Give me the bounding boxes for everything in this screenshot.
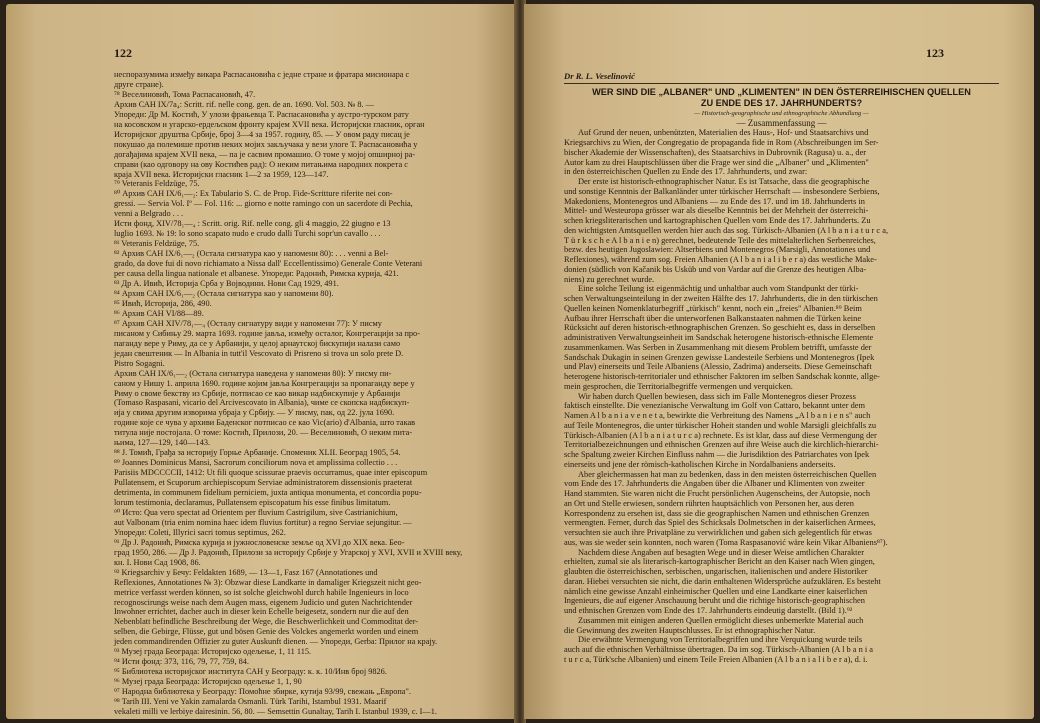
text-line: краја XVII века. Историјски гласник 1—2 за 1959, 123—147. xyxy=(114,169,329,179)
text-line: град 1950, 286. — Др Ј. Радонић, Прилози за историју Србије у Угарској у XVI, XVII и XVIII веку, xyxy=(114,547,463,557)
left-page xyxy=(6,4,516,719)
text-line: die Gewinnung des zweiten Hauptschlusses. Er ist ethnographischer Natur. xyxy=(564,625,816,635)
text-line: den wichtigsten Amtsquellen werden hier auch das sog. Türkisch-Albanien (A l b a n i a t u r c a, xyxy=(564,225,889,235)
text-line: ⁹⁴ Исти фонд: 373, 116, 79, 77, 759, 84. xyxy=(114,657,249,667)
text-line: Pullatensem, et Scuporum archiepiscopum Serviae administratorem dissensionis praeterat xyxy=(114,478,413,488)
text-line: године које се чува у архиви Баденског потписао се као Vic(ario) d'Albania, што такав xyxy=(114,418,416,428)
text-line: sche Spaltung zweier Kirchen Einfluss nahm — die Jurisdiktion des Patriarchates von Ipek xyxy=(564,450,870,459)
text-line: Rücksicht auf deren historisch-ethnographischen Grenzen. So geschieht es, dass in derselben xyxy=(564,323,876,333)
text-line: mein gesprochen, die Territorialbegriffe vermengen und verquicken. xyxy=(564,381,793,391)
text-line: vom Ende des 17. Jahrhunderts die Angaben über die Albaner und Klimenten von zweiter xyxy=(564,479,865,489)
text-line: Eine solche Teilung ist eigenmächtig und unhaltbar auch vom Standpunkt der türki- xyxy=(578,284,859,294)
text-line: vekaleti milli ve lerbiye dairesinin. 56, 80. — Semsettin Gunaltay, Tarih I. Istanbul 1939, c. I—1. xyxy=(114,707,437,716)
text-line: ⁸⁴ Архив САН IX/6₁—₂ (Остала сигнатура као у напомени 80). xyxy=(114,288,334,298)
text-line: gressi. — Servia Vol. Iº — Fol. 116: ... giorno e notte ramingo con un sacerdote di Pechia, xyxy=(114,199,413,209)
text-line: Ingenieurs, die auf eigener Anschauung beruht und die richtige historisch-geographischen xyxy=(564,596,865,606)
text-line: glaubten die österreichischen, serbischen, ungarischen, italienischen und andere Historiker xyxy=(564,567,868,576)
text-line: auch auf die ethnischen Verhältnisse übertragen. Da im sog. Türkisch-Albanien (A l b a n i a xyxy=(564,645,874,654)
text-line: ⁷⁸ Веселиновић, Тома Распасановић, 47. xyxy=(114,89,256,99)
text-line: heterogene historisch-territorialer und ethnischer Faktoren im selben Sandschak konnte, allge- xyxy=(564,372,880,381)
text-line: Упореди: Др М. Костић, У улози фрањевца Т. Распасановића у аустро-турском рату xyxy=(114,109,409,119)
text-line: in den österreichischen Quellen zu Ende des 17. Jahrhunderts, und zwar: xyxy=(564,167,808,177)
text-line: Pistro Sogagni. xyxy=(114,358,165,368)
text-line: ⁸⁹ Joannes Dominicus Mansi, Sacrorum conciliorum nova et amplissima collectio . . . xyxy=(114,458,398,468)
text-line: ⁹⁶ Музеј града Београда: Историјско одељење 1, 1, 90 xyxy=(114,677,302,687)
text-line: ⁹³ Музеј града Београда: Историјско одељење, 1, 11 115. xyxy=(114,647,312,657)
text-line: faktisch einstellte. Die venezianische Verwaltung im Golf von Cattaro, bekannt unter dem xyxy=(564,401,866,411)
text-line: друге стране). xyxy=(114,79,164,89)
text-line: Упореди: Coleti, Illyrici sacri tomus septimus, 262. xyxy=(114,527,286,537)
footnotes-block xyxy=(114,70,504,717)
text-line: неспоразумима између викара Распасановића с једне стране и фратара мисионара с xyxy=(114,70,410,79)
text-line: erhielten, zumal sie als literarisch-kartographischer Bericht an den Kaiser nach Wien gingen, xyxy=(564,557,875,567)
title-line: WER SIND DIE „ALBANER" UND „KLIMENTEN" IN DEN ÖSTERREIHISCHEN QUELLEN xyxy=(592,86,971,97)
paragraph xyxy=(564,177,999,284)
text-line: на косовском и угарско-ердељском фронту крајем XVII века. Историјски гласник, орган xyxy=(114,119,425,129)
text-line: ⁸³ Др А. Ивић, Историја Срба у Војводини. Нови Сад 1929, 491. xyxy=(114,279,339,289)
text-line: schen kriegsliterarischen und kartographischen Quellen vom Ende des 17. Jahrhunderts. Zu xyxy=(564,216,871,225)
text-line: ⁹¹ Др J. Радонић, Римска курија и јужнословенске земље од XVI до XIX века. Бео- xyxy=(114,537,405,547)
text-line: (Tomaso Raspasani, vicario del Arcivescovato in Albania), чиме се скопска надбискуп- xyxy=(114,398,410,408)
text-line: справи (као одговору на ову Костићев рад): О неким питањима народних покрета с xyxy=(114,159,408,169)
text-line: donien (südlich von Kačanik bis Usküb und von Vardar auf die Grenze des heutigen Alba- xyxy=(564,264,867,274)
text-line: писаном у Сибињу 29. марта 1693. године јавља, између осталог, Конгрегацији за про- xyxy=(114,328,420,338)
paragraph xyxy=(564,635,999,664)
text-line: auf Teile Montenegros, die unter türkischer Hoheit standen und wohle Marsigli gleichfalls zu xyxy=(564,420,877,430)
text-line: ⁸¹ Veteranis Feldzüge, 75. xyxy=(114,239,200,249)
article-subtitle: — Historisch-geographische und ethnographische Abhandlung — xyxy=(694,109,869,117)
text-line: selben, die Gebirge, Flüsse, gut und bösen Genie des Volckes angemerkt worden und einem xyxy=(114,627,419,637)
paragraphs xyxy=(564,128,999,664)
header-rule xyxy=(564,83,999,84)
text-line: ⁹⁰ Исто: Qua vero spectat ad Orientem per fluvium Castrigilum, sive Castrianichium, xyxy=(114,507,398,517)
text-line: und Plav) einerseits und Teile Albaniens (Alessio, Zadrima) anderseits. Diese Gemeinschaft xyxy=(564,362,872,372)
article-body xyxy=(564,72,999,665)
text-line: an Ort und Stelle erwiesen, sondern rührten hauptsächlich von Personen her, aus deren xyxy=(564,498,854,508)
text-line: Die erwähnte Vermengung von Territorialbegriffen und ihre Verquickung wurde teils xyxy=(578,635,863,645)
title-line: ZU ENDE DES 17. JAHRHUNDERTS? xyxy=(700,97,863,108)
text-line: ⁹⁷ Народна библиотека у Београду: Помоћне збирке, кутија 93/99, свежањ „Европа". xyxy=(114,687,411,697)
text-line: Territorialbezeichnungen und ethnischen Grenzen auf ihre Weise auch die kirchlich-hierarchi- xyxy=(564,440,879,450)
text-line: versuchten sie auch ihre Privatpläne zu verwirklichen und gaben sich gelegentlich für etwas xyxy=(564,528,872,537)
text-line: Hand stammten. Sie waren nicht die Frucht persönlichen Augenscheins, der Autopsie, noch xyxy=(564,489,871,498)
text-line: ⁹⁵ Библиотека историјског института САН у Београду: к. к. 10/Инв број 9826. xyxy=(114,667,387,677)
text-line: jeden commandirenden Offizier zu guter Auskunft dienen. — Упореди, Gerba: Прилог на крају. xyxy=(114,637,438,647)
text-line: bezw. des heutigen Jugoslawien: Altserbiens und Montenegros (Marsigli, Annotationes und xyxy=(564,245,871,255)
text-line: administrativen Verwaltungseinheit im Sandschak heterogene historisch-ethnische Elemente xyxy=(564,333,874,342)
text-line: титула није постојала. О томе: Костић, Прилози, 20. — Веселиновић, О неким пита- xyxy=(114,428,413,438)
right-page xyxy=(524,4,1034,719)
text-line: venni a Belgrado . . . xyxy=(114,209,184,219)
text-line: паганду вере у Риму, да се у Арбанији, у целој арнаутској бискупији налази само xyxy=(114,338,401,348)
text-line: Nachdem diese Angaben auf besagten Wege und in dieser Weise amtlichen Charakter xyxy=(578,547,865,557)
text-line: einerseits und jene der römisch-katholischen Kirche in Nordalbaniens anderseits. xyxy=(564,459,836,469)
page-number: 123 xyxy=(926,46,944,60)
text-line: Auf Grund der neuen, unbenützten, Materialien des Haus-, Hof- und Staatsarchivs und xyxy=(578,128,869,138)
paragraph xyxy=(564,548,999,616)
text-line: metrice verfasst werden können, so ist solche gleichwohl durch habile Ingenieurs in loco xyxy=(114,587,409,597)
text-line: Архив САН IX/7а₄: Scritt. rif. nelle cong. gen. de an. 1690. Vol. 503. № 8. — xyxy=(114,99,374,109)
text-line: luglio 1693. № 19: lo sono scapato nudo e crudo dalli Turchi sopr'un cavallo . . . xyxy=(114,229,381,239)
text-line: aut Valbonam (tria enim nomina haec idem fluvius fortitur) a regno Serviae sejungitur. — xyxy=(114,517,412,527)
text-line: ⁸⁰ Архив САН IX/6₁—₂: Ex Tabulario S. C. de Prop. Fide-Scritture riferite nei con- xyxy=(114,189,393,199)
text-line: Reflexiones), während zum sog. Freien Albanien (A l b a n i a l i b e r a) das westliche Make- xyxy=(564,255,877,264)
text-line: Autor kam zu drei Hauptschlüssen über die Frage wer sind die „Albaner" und „Klimenten" xyxy=(564,157,869,167)
text-line: Türkisch-Albanien (A l b a n i a t u r c a) rechnete. Es ist klar, dass auf diese Vermengung der xyxy=(564,430,877,440)
summary-heading: — Zusammenfassung — xyxy=(736,117,827,128)
text-line: niens) zu gerechnet wurde. xyxy=(564,274,655,284)
text-line: догађајима крајем XVII века, — па је сасвим промашио. О томе у мојој опширној ра- xyxy=(114,149,416,159)
text-line: ија у свима другим изворима убраја у Србију. — У писму, пак, од 22. јула 1690. xyxy=(114,408,395,418)
text-line: један свештеник — In Albania in tutt'il Vescovato di Prisreno si trova un solo prete D. xyxy=(114,348,404,358)
text-line: ⁸⁶ Архив САН VI/88—89. xyxy=(114,308,204,318)
text-line: Риму о своме бекству из Србије, потписао се као викар надбискупије у Арбанији xyxy=(114,388,401,398)
text-line: њима, 127—129, 140—143. xyxy=(114,438,211,448)
text-line: detrimenta, in communem fidelium perniciem, juxta antiqua monumenta, et concordia popu- xyxy=(114,488,422,498)
text-line: Der erste ist historisch-ethnographischer Natur. Es ist Tatsache, dass die geographische xyxy=(578,177,870,186)
text-line: schen Verwaltungseinteilung in der zweiten Hälfte des 17. Jahrhunderts, die in den türkischen xyxy=(564,294,878,303)
text-line: grado, da dove fui di novo richiamato a Nissa dall' Eccellentissimo) Generale Conte Veterani xyxy=(114,259,423,269)
text-line: und ethnischen Grenzen vom Ende des 17. Jahrhunderts eindeutig darstellt. (Bild 1).⁹² xyxy=(564,606,853,615)
text-line: Aber gleichermassen hat man zu bedenken, dass in den meisten österreichischen Quellen xyxy=(578,469,877,479)
paragraph xyxy=(564,392,999,470)
text-line: t u r c a, Türk'sche Albanien) und einem Teile Freien Albanien (A l b a n i a l i b e r a), d. i. xyxy=(564,654,868,664)
paragraph xyxy=(564,470,999,548)
article-title xyxy=(564,87,999,109)
text-line: vermengten. Ferner, durch das Spiel des Schicksals Dolmetschen in der kaiserlichen Armees, xyxy=(564,518,876,528)
text-line: Исти фонд, XIV/78₁—₄ : Scritt. orig. Rif. nelle cong. gli 4 maggio, 22 giugno e 13 xyxy=(114,219,391,229)
text-line: ⁹⁸ Tarih III. Yeni ve Yakin zamalarda Osmanli. Türk Tarihi, Istambul 1931. Maarif xyxy=(114,697,387,707)
text-line: Korrespondenz zu ersehen ist, dass sie die geographischen Namen und ethnischen Grenzen xyxy=(564,508,870,518)
text-line: Zusammen mit einigen anderen Quellen ermöglicht dieses unbemerkte Material auch xyxy=(578,615,864,625)
text-line: ⁸⁸ J. Томић, Грађа за историју Горње Арбаније. Споменик XLII. Београд 1905, 54. xyxy=(114,448,401,458)
text-line: Mittel- und Westeuropa grösser war als dieselbe Kenntnis bei der Mehrheit der österreichi- xyxy=(564,206,869,216)
text-line: Inwohner errichtet, dacher auch in dieser kein Echelle beigesetz, sondern nur die auf den xyxy=(114,607,409,617)
text-line: Parisiis MDCCCCII, 1412: Ut fili quoque scissurae praevis occurramus, quae inter episcopum xyxy=(114,468,428,478)
text-line: T ü r k s c h e A l b a n i e n) gerechnet, bedeutende Teile des mittelalterlichen Serbenreiches, xyxy=(564,235,876,245)
text-line: Историјског друштва Србије, број 3—4 за 1957. годину, 85. — У овом раду писац је xyxy=(114,129,410,139)
text-line: ⁸⁷ Архив САН XIV/78₁—₄ (Осталу сигнатуру види у напомени 77): У писму xyxy=(114,318,382,328)
text-line: und sonstige Kenntnis der Balkanländer unter türkischer Herrschaft — insbesondere Serbiens, xyxy=(564,186,880,196)
running-head: Dr R. L. Veselinović xyxy=(564,71,635,81)
page-number: 122 xyxy=(114,46,132,60)
text-line: Aufbau ihrer Herrschaft über die unterworfenen Balkanstaaten nahmen die Türken keine xyxy=(564,313,862,323)
text-line: zusammenkamen. Was Serben in Zusammenhang mit diesem Problem betrifft, umfasste der xyxy=(564,342,872,352)
text-line: покушао да полемише против неких мојих закључака у вези улоге Т. Распасановића у xyxy=(114,139,418,149)
paragraph xyxy=(564,284,999,391)
text-line: ⁹² Kriegsarchiv у Бечу: Feldakten 1689, — 13—1, Fasz 167 (Annotationes und xyxy=(114,567,378,577)
text-line: lorum testimonia, declaramus, Pullatensem episcopatum his esse finibus limitatum. xyxy=(114,497,391,507)
text-line: ⁸⁵ Ивић, Историја, 286, 490. xyxy=(114,298,212,308)
text-line: Wir haben durch Quellen bewiesen, dass sich im Falle Montenegros dieser Prozess xyxy=(578,391,856,401)
text-line: nämlich eine gewisse Anzahl einheimischer Quellen und eine Landkarte einer kaiserlichen xyxy=(564,586,868,596)
paragraph xyxy=(564,616,999,636)
text-line: Makedoniens, Montenegros und Albaniens — zu Ende des 17. und im 18. Jahrhunderts in xyxy=(564,196,865,206)
text-line: per causa della lingua nationale et albanese. Упореди: Радонић, Римска курија, 421. xyxy=(114,269,399,279)
text-line: ⁸² Архив САН IX/6₁—₂ (Остала сигнатура као у напомени 80): . . . venni a Bel- xyxy=(114,249,389,259)
text-line: bischer Akademie der Wissenschaften), des Staatsarchivs in Dubrovnik (Ragusa) u. a., der xyxy=(564,147,867,157)
text-line: recognoscirungs weise nach dem Augen mass, eigenem Judicio und guten Nachrichtender xyxy=(114,597,413,607)
text-line: Namen A l b a n i a v e n e t a, bewirkte die Verbreitung des Namens „A l b a n i e n s" auch xyxy=(564,411,871,420)
text-line: Архив САН IX/6₁—₂ (Остала сигнатура наведена у напомени 80): У писму пи- xyxy=(114,368,392,378)
paragraph xyxy=(564,128,999,177)
text-line: Sandschak Dukagin in seinen Grenzen gewisse Landesteile Serbiens und Montenegros (Ipek xyxy=(564,352,875,362)
text-line: ⁷⁹ Veteranis Feldzüge, 75. xyxy=(114,179,200,189)
text-line: Nebenblatt befindliche Beschreibung der Wege, die Beschwerlichkeit und Commoditat der- xyxy=(114,617,419,627)
text-line: кн. I. Нови Сад 1908, 86. xyxy=(114,557,201,567)
text-line: daran. Hiebei versuchten sie nicht, die darin enthaltenen Widersprüche aufzuklären. Es besteht xyxy=(564,576,881,586)
text-line: Kriegsarchivs zu Wien, der Congregatio de propaganda fide in Rom (Abschreibungen im Ser- xyxy=(564,138,879,147)
text-line: Quellen keinen Nomenklaturbegriff „türkisch" kennt, noch ein „freies" Albanien.⁸⁹ Beim xyxy=(564,303,862,313)
text-line: саном у Нишу 1. априла 1690. године којим јавља Конгрегацији за пропаганду вере у xyxy=(114,378,415,388)
text-line: Reflexiones, Annotationes № 3): Obzwar diese Landkarte in damaliger Kriegszeit nicht geo- xyxy=(114,577,422,587)
text-line: aus, was sie weder sein konnten, noch waren (Toma Raspasanović wäre kein Vikar Albaniens⁸⁷). xyxy=(564,537,888,547)
